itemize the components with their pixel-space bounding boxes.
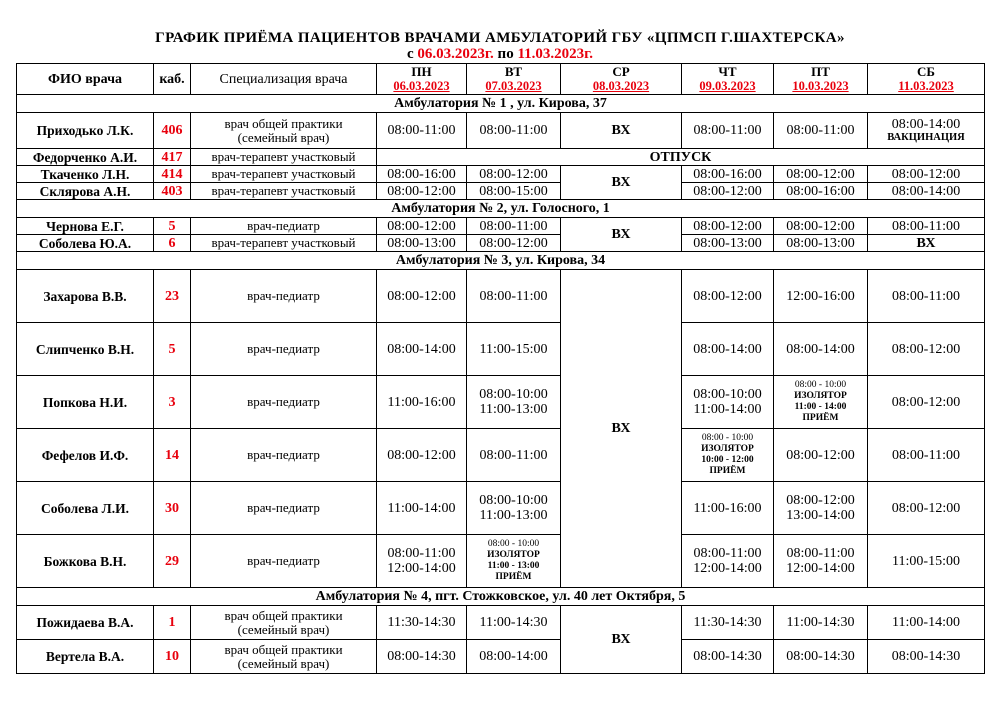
day-off-cell: ВХ — [561, 166, 682, 200]
cell-sat: 08:00-11:00 — [868, 218, 985, 235]
cell-thu: 11:30-14:30 — [682, 606, 774, 640]
cell-fri: 08:00-14:30 — [774, 640, 868, 674]
table-row — [17, 218, 985, 235]
cell-fri: 08:00-11:00 12:00-14:00 — [774, 535, 868, 588]
doctor-name: Божкова В.Н. — [17, 535, 154, 588]
cell-tue: 11:00-15:00 — [467, 323, 561, 376]
specialization: врач-педиатр — [191, 429, 377, 482]
cell-tue: 08:00 - 10:00 ИЗОЛЯТОР 11:00 - 13:00 ПРИЁМ — [467, 535, 561, 588]
header-day-wed: СР 08.03.2023 — [561, 64, 682, 95]
document-title: ГРАФИК ПРИЁМА ПАЦИЕНТОВ ВРАЧАМИ АМБУЛАТОРИЙ ГБУ «ЦПМСП Г.ШАХТЕРСКА» — [155, 30, 845, 46]
specialization: врач-терапевт участковый — [191, 183, 377, 200]
cell-fri: 08:00-12:00 — [774, 218, 868, 235]
doctor-name: Склярова А.Н. — [17, 183, 154, 200]
cabinet-number: 5 — [154, 323, 191, 376]
cell-thu: 08:00-11:00 12:00-14:00 — [682, 535, 774, 588]
cell-tue: 08:00-10:00 11:00-13:00 — [467, 376, 561, 429]
specialization: врач-педиатр — [191, 482, 377, 535]
cell-tue: 08:00-11:00 — [467, 218, 561, 235]
cabinet-number: 414 — [154, 166, 191, 183]
specialization: врач-терапевт участковый — [191, 235, 377, 252]
specialization: врач-педиатр — [191, 535, 377, 588]
table-row — [17, 113, 985, 149]
vacation-cell: ОТПУСК — [377, 149, 985, 166]
section-title: Амбулатория № 1 , ул. Кирова, 37 — [17, 95, 985, 113]
cell-sat: 08:00-11:00 — [868, 270, 985, 323]
doctor-name: Приходько Л.К. — [17, 113, 154, 149]
section-row — [17, 252, 985, 270]
cell-mon: 08:00-13:00 — [377, 235, 467, 252]
cell-fri: 08:00 - 10:00 ИЗОЛЯТОР 11:00 - 14:00 ПРИЁМ — [774, 376, 868, 429]
cell-mon: 11:30-14:30 — [377, 606, 467, 640]
from-label: с — [407, 46, 414, 62]
cabinet-number: 6 — [154, 235, 191, 252]
cell-fri: 08:00-12:00 — [774, 166, 868, 183]
cell-mon: 08:00-11:00 12:00-14:00 — [377, 535, 467, 588]
cell-mon: 08:00-16:00 — [377, 166, 467, 183]
section-row — [17, 588, 985, 606]
cell-tue: 08:00-12:00 — [467, 235, 561, 252]
cell-mon: 08:00-14:30 — [377, 640, 467, 674]
cell-sat: 08:00-14:30 — [868, 640, 985, 674]
table-row — [17, 640, 985, 674]
to-date: 11.03.2023г. — [517, 46, 593, 62]
cell-tue: 08:00-11:00 — [467, 429, 561, 482]
from-date: 06.03.2023г. — [417, 46, 494, 62]
cell-sat: ВХ — [868, 235, 985, 252]
cell-sat: 11:00-14:00 — [868, 606, 985, 640]
table-row — [17, 376, 985, 429]
cell-tue: 08:00-12:00 — [467, 166, 561, 183]
specialization: врач-педиатр — [191, 323, 377, 376]
cabinet-number: 406 — [154, 113, 191, 149]
cell-sat: 11:00-15:00 — [868, 535, 985, 588]
header-spec: Специализация врача — [191, 64, 377, 95]
section-row — [17, 95, 985, 113]
cell-thu: 11:00-16:00 — [682, 482, 774, 535]
table-row — [17, 535, 985, 588]
table-row — [17, 429, 985, 482]
cell-fri: 08:00-11:00 — [774, 113, 868, 149]
cell-thu: 08:00-14:00 — [682, 323, 774, 376]
cell-sat: 08:00-14:00 ВАКЦИНАЦИЯ — [868, 113, 985, 149]
specialization: врач общей практики (семейный врач) — [191, 606, 377, 640]
table-row — [17, 149, 985, 166]
cell-thu: 08:00-12:00 — [682, 218, 774, 235]
cell-tue: 08:00-11:00 — [467, 113, 561, 149]
doctor-name: Слипченко В.Н. — [17, 323, 154, 376]
cabinet-number: 403 — [154, 183, 191, 200]
cell-mon: 08:00-12:00 — [377, 183, 467, 200]
cell-thu: 08:00-16:00 — [682, 166, 774, 183]
section-row — [17, 200, 985, 218]
doctor-name: Федорченко А.И. — [17, 149, 154, 166]
cell-mon: 08:00-14:00 — [377, 323, 467, 376]
cell-fri: 08:00-13:00 — [774, 235, 868, 252]
doctor-name: Захарова В.В. — [17, 270, 154, 323]
specialization: врач-педиатр — [191, 218, 377, 235]
specialization: врач общей практики (семейный врач) — [191, 640, 377, 674]
cell-mon: 08:00-12:00 — [377, 270, 467, 323]
cabinet-number: 14 — [154, 429, 191, 482]
cell-mon: 08:00-12:00 — [377, 218, 467, 235]
cell-fri: 08:00-16:00 — [774, 183, 868, 200]
cabinet-number: 30 — [154, 482, 191, 535]
table-row — [17, 606, 985, 640]
cell-fri: 08:00-14:00 — [774, 323, 868, 376]
doctor-name: Чернова Е.Г. — [17, 218, 154, 235]
cabinet-number: 3 — [154, 376, 191, 429]
cell-fri: 08:00-12:00 13:00-14:00 — [774, 482, 868, 535]
section-title: Амбулатория № 2, ул. Голосного, 1 — [17, 200, 985, 218]
header-day-mon: ПН 06.03.2023 — [377, 64, 467, 95]
cell-tue: 08:00-10:00 11:00-13:00 — [467, 482, 561, 535]
header-day-fri: ПТ 10.03.2023 — [774, 64, 868, 95]
doctor-name: Попкова Н.И. — [17, 376, 154, 429]
doctor-name: Фефелов И.Ф. — [17, 429, 154, 482]
specialization: врач-терапевт участковый — [191, 166, 377, 183]
day-off-cell: ВХ — [561, 113, 682, 149]
header-day-tue: ВТ 07.03.2023 — [467, 64, 561, 95]
table-row — [17, 482, 985, 535]
cell-fri: 12:00-16:00 — [774, 270, 868, 323]
cell-thu: 08:00-14:30 — [682, 640, 774, 674]
cell-thu: 08:00 - 10:00 ИЗОЛЯТОР 10:00 - 12:00 ПРИЁМ — [682, 429, 774, 482]
day-off-cell: ВХ — [561, 270, 682, 588]
specialization: врач общей практики (семейный врач) — [191, 113, 377, 149]
cell-sat: 08:00-12:00 — [868, 482, 985, 535]
table-row — [17, 323, 985, 376]
header-day-thu: ЧТ 09.03.2023 — [682, 64, 774, 95]
cell-mon: 11:00-16:00 — [377, 376, 467, 429]
cabinet-number: 29 — [154, 535, 191, 588]
cabinet-number: 23 — [154, 270, 191, 323]
cell-tue: 08:00-15:00 — [467, 183, 561, 200]
date-range — [0, 46, 1000, 63]
cabinet-number: 417 — [154, 149, 191, 166]
cell-tue: 08:00-11:00 — [467, 270, 561, 323]
cell-thu: 08:00-12:00 — [682, 270, 774, 323]
cell-sat: 08:00-11:00 — [868, 429, 985, 482]
cell-sat: 08:00-12:00 — [868, 323, 985, 376]
cell-tue: 08:00-14:00 — [467, 640, 561, 674]
table-row — [17, 235, 985, 252]
table-row — [17, 270, 985, 323]
cell-thu: 08:00-10:00 11:00-14:00 — [682, 376, 774, 429]
doctor-name: Вертела В.А. — [17, 640, 154, 674]
cell-sat: 08:00-12:00 — [868, 166, 985, 183]
header-row — [17, 64, 985, 95]
table-row — [17, 166, 985, 183]
cabinet-number: 1 — [154, 606, 191, 640]
specialization: врач-педиатр — [191, 270, 377, 323]
cell-fri: 11:00-14:30 — [774, 606, 868, 640]
cabinet-number: 10 — [154, 640, 191, 674]
cabinet-number: 5 — [154, 218, 191, 235]
specialization: врач-педиатр — [191, 376, 377, 429]
cell-tue: 11:00-14:30 — [467, 606, 561, 640]
header-cab: каб. — [154, 64, 191, 95]
cell-mon: 08:00-12:00 — [377, 429, 467, 482]
doctor-name: Соболева Ю.А. — [17, 235, 154, 252]
cell-sat: 08:00-14:00 — [868, 183, 985, 200]
header-name: ФИО врача — [17, 64, 154, 95]
section-title: Амбулатория № 4, пгт. Стожковское, ул. 40 лет Октября, 5 — [17, 588, 985, 606]
cell-thu: 08:00-13:00 — [682, 235, 774, 252]
cell-fri: 08:00-12:00 — [774, 429, 868, 482]
schedule-table — [16, 63, 985, 674]
cell-mon: 11:00-14:00 — [377, 482, 467, 535]
header-day-sat: СБ 11.03.2023 — [868, 64, 985, 95]
day-off-cell: ВХ — [561, 606, 682, 674]
section-title: Амбулатория № 3, ул. Кирова, 34 — [17, 252, 985, 270]
doctor-name: Соболева Л.И. — [17, 482, 154, 535]
to-label: по — [497, 46, 514, 62]
cell-thu: 08:00-12:00 — [682, 183, 774, 200]
doctor-name: Ткаченко Л.Н. — [17, 166, 154, 183]
cell-thu: 08:00-11:00 — [682, 113, 774, 149]
doctor-name: Пожидаева В.А. — [17, 606, 154, 640]
cell-mon: 08:00-11:00 — [377, 113, 467, 149]
table-row — [17, 183, 985, 200]
specialization: врач-терапевт участковый — [191, 149, 377, 166]
day-off-cell: ВХ — [561, 218, 682, 252]
cell-sat: 08:00-12:00 — [868, 376, 985, 429]
